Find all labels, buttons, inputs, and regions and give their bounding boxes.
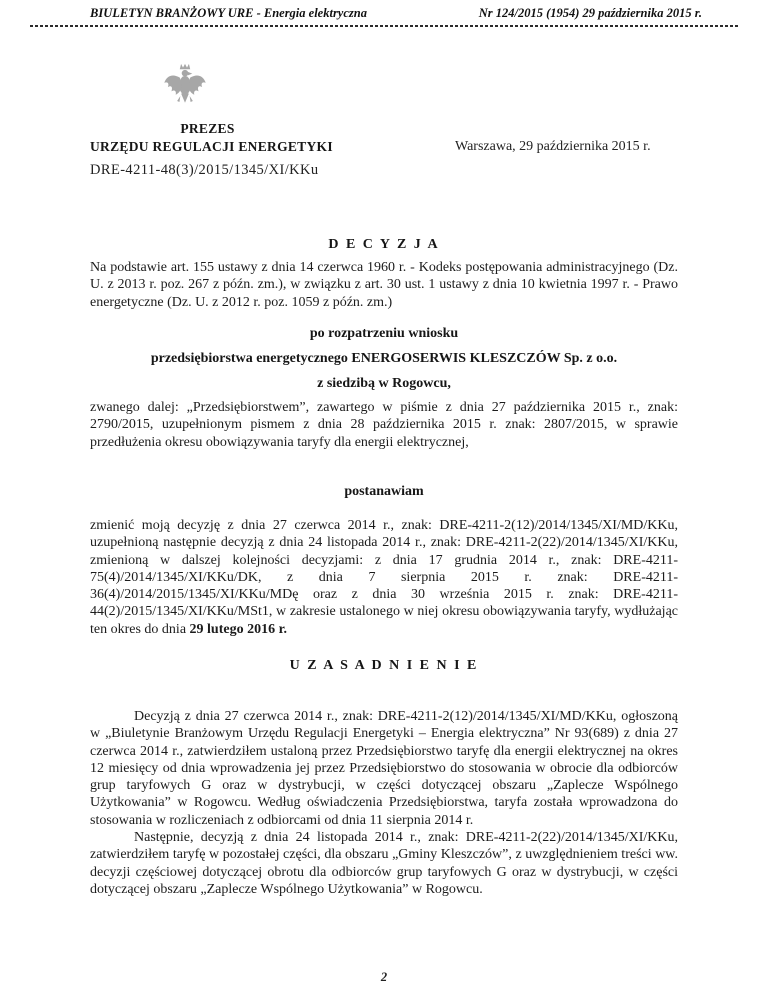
resolution-paragraph [90,517,678,638]
resolution-text: zmienić moją decyzję z dnia 27 czerwca 2014 r., znak: DRE-4211-2(12)/2014/1345/XI/MD/KKu, uzupełnioną następnie decyzją z dnia 24 listopada 2014 r., znak: DRE-4211-2(22)/2014/1345/XI/KKu, zmienioną w dalszej kolejności decyzjami: z dnia 17 grudnia 2014 r., znak: DRE-4211-75(4)/2014/1345/XI/KKu/DK, z dnia 7 sierpnia 2015 r. znak: DRE-4211-36(4)/2014/2015/1345/XI/KKu/MDę oraz z dnia 30 września 2015 r. znak: DRE-4211-44(2)/2015/1345/XI/KKu/MSt1, w zakresie ustalonego w niej okresu obowiązywania taryfy, wydłużając ten okres do dnia [90,518,678,637]
resolve-heading: postanawiam [344,484,424,499]
company-name-line: przedsiębiorstwa energetycznego ENERGOSERWIS KLESZCZÓW Sp. z o.o. [150,351,618,366]
decision-heading: D E C Y Z J A [328,237,440,252]
justification-paragraph-1: Decyzją z dnia 27 czerwca 2014 r., znak: DRE-4211-2(12)/2014/1345/XI/MD/KKu, ogłoszoną w „Biuletynie Branżowym Urzędu Regulacji Energetyki – Energia elektryczna” Nr 93(689) z dnia 27 czerwca 2014 r., zatwierdziłem ustaloną przez Przedsiębiorstwo taryfę dla energii elektrycznej na okres 12 miesięcy od dnia wprowadzenia jej przez Przedsiębiorstwo do stosowania w obrocie dla odbiorców grup taryfowych G oraz w dystrybucji, w części dotyczącej obszaru „Zaplecze Wspólnego Użytkowania” w Rogowcu. Według oświadczenia Przedsiębiorstwa, taryfa została wprowadzona do stosowania w rozliczeniach z odbiorcami od dnia 11 sierpnia 2014 r. [90,709,678,828]
company-seat-line: z siedzibą w Rogowcu, [317,376,451,391]
page-number: 2 [380,970,388,984]
resolution-effective-date: 29 lutego 2016 r. [189,621,288,637]
justification-heading: U Z A S A D N I E N I E [289,658,479,673]
justification-body [90,708,678,898]
request-details-paragraph: zwanego dalej: „Przedsiębiorstwem”, zawartego w piśmie z dnia 27 października 2015 r., znak: 2790/2015, uzupełnionym pismem z dnia 28 października 2015 r. znak: 2807/2015, w sprawie przedłużenia okresu obowiązywania taryfy dla energii elektrycznej, [90,400,678,450]
authority-title-line2: URZĘDU REGULACJI ENERGETYKI [90,139,333,154]
bulletin-issue-number: Nr 124/2015 (1954) 29 października 2015 r. [478,6,702,20]
after-request-line: po rozpatrzeniu wniosku [309,326,459,341]
authority-title-line1: PREZES [180,121,235,136]
polish-eagle-emblem-icon [162,61,208,111]
header-divider [30,25,738,27]
place-and-date: Warszawa, 29 października 2015 r. [455,139,651,154]
case-number: DRE-4211-48(3)/2015/1345/XI/KKu [90,162,319,178]
legal-basis-paragraph: Na podstawie art. 155 ustawy z dnia 14 czerwca 1960 r. - Kodeks postępowania administracyjnego (Dz. U. z 2013 r. poz. 267 z późn. zm.), w związku z art. 30 ust. 1 ustawy z dnia 10 kwietnia 1997 r. - Prawo energetyczne (Dz. U. z 2012 r. poz. 1059 z późn. zm.) [90,260,678,310]
issuing-authority [90,120,333,156]
bulletin-title: BIULETYN BRANŻOWY URE - Energia elektryczna [90,6,367,20]
justification-paragraph-2: Następnie, decyzją z dnia 24 listopada 2014 r., znak: DRE-4211-2(22)/2014/1345/XI/KKu, zatwierdziłem taryfę w pozostałej części, dla obszaru „Gminy Kleszczów”, z uwzględnieniem treści ww. decyzji częściowej dotyczącej obrotu dla odbiorców grup taryfowych G oraz w dystrybucji, w części dotyczącej obszaru „Zaplecze Wspólnego Użytkowania” w Rogowcu. [90,830,678,897]
running-head [90,6,702,21]
